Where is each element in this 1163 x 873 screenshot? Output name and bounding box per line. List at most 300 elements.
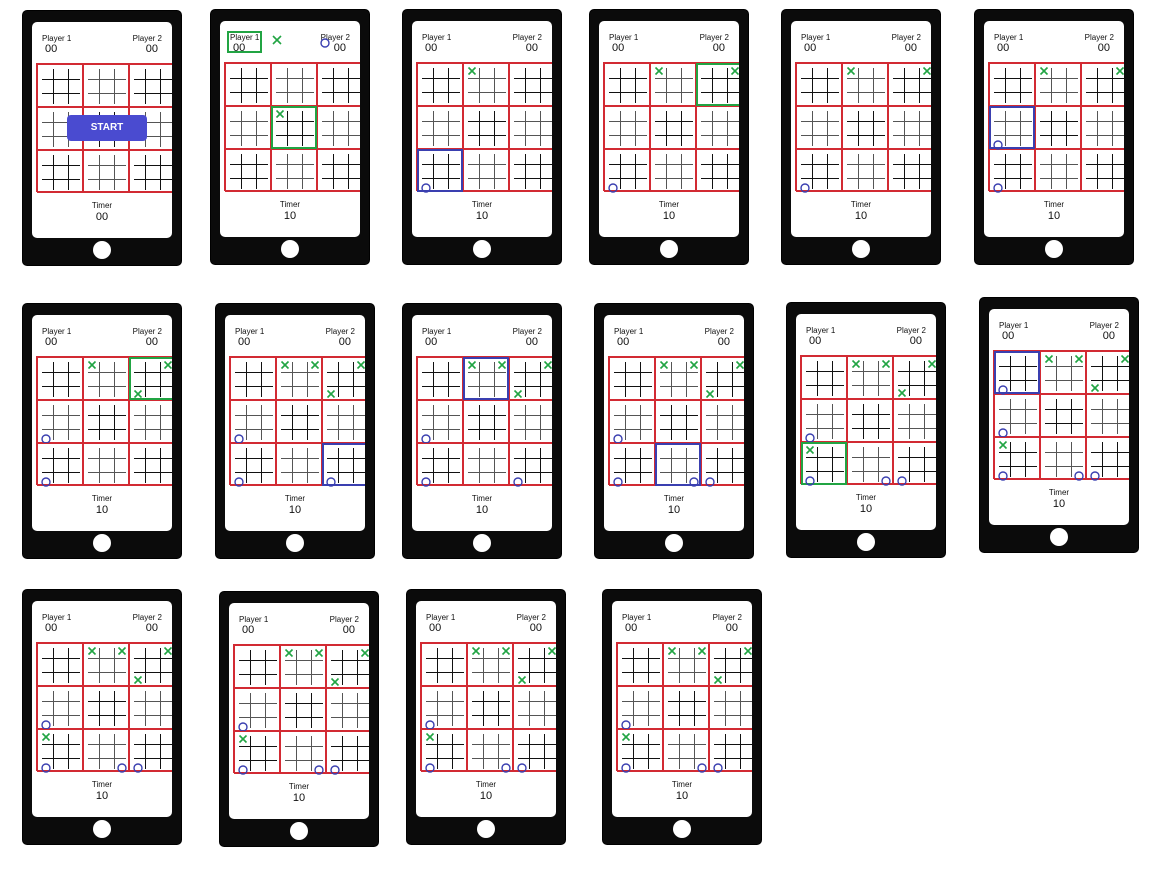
- board-cell[interactable]: [467, 643, 513, 686]
- sub-grid: [1036, 107, 1082, 150]
- board-cell[interactable]: [893, 356, 936, 399]
- timer-label: Timer: [471, 494, 493, 503]
- player1-label: Player 1: [614, 327, 644, 336]
- board-cell[interactable]: [326, 645, 369, 688]
- sub-grid: [468, 687, 514, 730]
- board-cell[interactable]: [796, 63, 842, 106]
- board-cell[interactable]: [417, 63, 463, 106]
- board-cell[interactable]: [317, 149, 360, 192]
- board-cell[interactable]: [1081, 63, 1124, 106]
- board-cell[interactable]: [509, 63, 552, 106]
- sub-grid: [990, 150, 1036, 193]
- home-button[interactable]: [660, 240, 678, 258]
- board-cell[interactable]: [129, 643, 172, 686]
- sub-grid: [130, 644, 172, 687]
- board-cell[interactable]: [696, 106, 739, 149]
- x-mark-icon: [545, 362, 552, 369]
- board-cell[interactable]: [847, 442, 893, 485]
- board-cell[interactable]: [421, 686, 467, 729]
- board-cell[interactable]: [326, 731, 369, 774]
- board-cell[interactable]: [417, 357, 463, 400]
- board-cell[interactable]: [129, 150, 172, 193]
- board-cell[interactable]: [701, 400, 744, 443]
- board-cell[interactable]: [513, 643, 556, 686]
- board-cell[interactable]: [989, 63, 1035, 106]
- board-cell[interactable]: [129, 357, 172, 400]
- board-cell[interactable]: [609, 443, 655, 486]
- board-cell[interactable]: [847, 356, 893, 399]
- board-cell[interactable]: [1086, 351, 1129, 394]
- o-mark-icon: [999, 429, 1007, 437]
- player2-label: Player 2: [320, 33, 350, 42]
- player1-score: 00: [809, 335, 822, 347]
- sub-grid: [318, 107, 360, 150]
- player2-label: Player 2: [699, 33, 729, 42]
- board-cell[interactable]: [37, 64, 83, 107]
- home-button[interactable]: [1045, 240, 1063, 258]
- player1-label: Player 1: [622, 613, 652, 622]
- sub-grid: [323, 358, 365, 401]
- sub-grid: [130, 151, 172, 194]
- player1-score: 00: [45, 336, 58, 348]
- board-cell[interactable]: [655, 400, 701, 443]
- phone-mockup: [403, 10, 561, 264]
- player2-label: Player 2: [132, 327, 162, 336]
- board-cell[interactable]: [1081, 106, 1124, 149]
- board-cell[interactable]: [276, 357, 322, 400]
- board-cell[interactable]: [650, 106, 696, 149]
- board-cell[interactable]: [322, 400, 365, 443]
- board-cell[interactable]: [509, 357, 552, 400]
- o-mark-icon: [999, 386, 1007, 394]
- board-cell[interactable]: [842, 149, 888, 192]
- board-cell[interactable]: [994, 394, 1040, 437]
- board-cell[interactable]: [322, 443, 365, 486]
- o-mark-icon: [614, 435, 622, 443]
- board-cell[interactable]: [83, 400, 129, 443]
- sub-grid: [656, 358, 702, 401]
- board-cell[interactable]: [463, 63, 509, 106]
- player1-score: 00: [997, 42, 1010, 54]
- board-cell[interactable]: [1081, 149, 1124, 192]
- board-cell[interactable]: [801, 356, 847, 399]
- timer-label: Timer: [91, 201, 113, 210]
- board-cell[interactable]: [129, 400, 172, 443]
- board-cell[interactable]: [417, 400, 463, 443]
- o-mark-icon: [134, 764, 142, 772]
- board-cell[interactable]: [842, 63, 888, 106]
- timer-value: 10: [288, 504, 302, 516]
- player1-label: Player 1: [42, 613, 72, 622]
- player2-label: Player 2: [704, 327, 734, 336]
- x-mark-icon: [473, 648, 480, 655]
- player1-score: 00: [804, 42, 817, 54]
- phone-screen: [225, 315, 365, 531]
- x-mark-icon: [469, 68, 476, 75]
- player1-label: Player 1: [994, 33, 1024, 42]
- timer-label: Timer: [850, 200, 872, 209]
- board-cell[interactable]: [322, 357, 365, 400]
- sub-grid: [710, 644, 752, 687]
- sub-grid: [84, 151, 130, 194]
- board-cell[interactable]: [604, 63, 650, 106]
- sub-grid: [702, 358, 744, 401]
- board-cell[interactable]: [37, 400, 83, 443]
- board-cell[interactable]: [709, 643, 752, 686]
- board-cell[interactable]: [129, 729, 172, 772]
- game-board: [616, 642, 752, 771]
- board-cell[interactable]: [796, 149, 842, 192]
- board-cell[interactable]: [83, 643, 129, 686]
- board-cell[interactable]: [317, 63, 360, 106]
- player1-label: Player 1: [422, 327, 452, 336]
- board-cell[interactable]: [271, 149, 317, 192]
- board-cell[interactable]: [37, 729, 83, 772]
- player2-label: Player 2: [512, 33, 542, 42]
- board-cell[interactable]: [509, 400, 552, 443]
- board-cell[interactable]: [888, 106, 931, 149]
- board-cell[interactable]: [230, 400, 276, 443]
- board-cell[interactable]: [83, 64, 129, 107]
- board-cell[interactable]: [801, 442, 847, 485]
- board-cell[interactable]: [604, 106, 650, 149]
- sub-grid: [889, 107, 931, 150]
- o-mark-icon: [331, 766, 339, 774]
- board-cell[interactable]: [513, 729, 556, 772]
- player1-label: Player 1: [806, 326, 836, 335]
- o-mark-icon: [898, 477, 906, 485]
- sub-grid: [464, 64, 510, 107]
- board-cell[interactable]: [467, 686, 513, 729]
- player1-label: Player 1: [239, 615, 269, 624]
- phone-mockup: [787, 303, 945, 557]
- board-cell[interactable]: [234, 688, 280, 731]
- board-cell[interactable]: [467, 729, 513, 772]
- o-mark-icon: [609, 184, 617, 192]
- board-cell[interactable]: [225, 149, 271, 192]
- board-cell[interactable]: [617, 686, 663, 729]
- sub-grid: [130, 65, 172, 108]
- board-cell[interactable]: [276, 400, 322, 443]
- board-cell[interactable]: [1040, 351, 1086, 394]
- game-board: [224, 62, 360, 191]
- start-button[interactable]: START: [67, 115, 147, 141]
- board-cell[interactable]: [609, 357, 655, 400]
- board-cell[interactable]: [280, 645, 326, 688]
- sub-grid: [235, 689, 281, 732]
- x-mark-icon: [362, 650, 369, 657]
- board-cell[interactable]: [37, 150, 83, 193]
- board-cell[interactable]: [421, 729, 467, 772]
- sub-grid: [235, 646, 281, 689]
- o-mark-icon: [999, 472, 1007, 480]
- sub-grid: [38, 151, 84, 194]
- sub-grid: [510, 401, 552, 444]
- board-cell[interactable]: [994, 351, 1040, 394]
- board-cell[interactable]: [701, 357, 744, 400]
- board-cell[interactable]: [463, 106, 509, 149]
- phone-screen: [796, 314, 936, 530]
- board-cell[interactable]: [280, 688, 326, 731]
- timer-label: Timer: [279, 200, 301, 209]
- home-button[interactable]: [281, 240, 299, 258]
- board-cell[interactable]: [801, 399, 847, 442]
- board-cell[interactable]: [37, 643, 83, 686]
- player2-label: Player 2: [132, 34, 162, 43]
- x-mark-icon: [286, 650, 293, 657]
- sub-grid: [38, 444, 84, 487]
- sub-grid: [130, 730, 172, 773]
- sub-grid: [843, 150, 889, 193]
- player2-label: Player 2: [896, 326, 926, 335]
- board-cell[interactable]: [888, 63, 931, 106]
- game-board: [233, 644, 369, 773]
- player1-label: Player 1: [230, 33, 260, 42]
- sub-grid: [464, 107, 510, 150]
- x-mark-icon: [929, 361, 936, 368]
- sub-grid: [618, 687, 664, 730]
- player1-label: Player 1: [801, 33, 831, 42]
- player2-label: Player 2: [329, 615, 359, 624]
- board-cell[interactable]: [230, 443, 276, 486]
- board-cell[interactable]: [663, 643, 709, 686]
- sub-grid: [464, 358, 510, 401]
- board-cell[interactable]: [655, 443, 701, 486]
- board-cell[interactable]: [1086, 437, 1129, 480]
- home-button[interactable]: [290, 822, 308, 840]
- board-cell[interactable]: [417, 106, 463, 149]
- x-mark-icon: [240, 736, 247, 743]
- o-mark-icon: [1091, 472, 1099, 480]
- x-mark-icon: [691, 362, 698, 369]
- player1-score: 00: [242, 624, 255, 636]
- x-mark-icon: [661, 362, 668, 369]
- board-cell[interactable]: [234, 645, 280, 688]
- phone-screen: [229, 603, 369, 819]
- board-cell[interactable]: [225, 106, 271, 149]
- o-mark-icon: [235, 435, 243, 443]
- board-cell[interactable]: [509, 443, 552, 486]
- board-cell[interactable]: [893, 442, 936, 485]
- timer-value: 00: [95, 211, 109, 223]
- board-cell[interactable]: [893, 399, 936, 442]
- board-cell[interactable]: [663, 686, 709, 729]
- x-mark-icon: [1122, 356, 1129, 363]
- board-cell[interactable]: [989, 149, 1035, 192]
- board-cell[interactable]: [37, 357, 83, 400]
- sub-grid: [894, 400, 936, 443]
- board-cell[interactable]: [509, 149, 552, 192]
- board-cell[interactable]: [1035, 63, 1081, 106]
- player1-label: Player 1: [426, 613, 456, 622]
- board-cell[interactable]: [650, 63, 696, 106]
- home-button[interactable]: [665, 534, 683, 552]
- timer-value: 10: [292, 792, 306, 804]
- board-cell[interactable]: [842, 106, 888, 149]
- o-mark-icon: [315, 766, 323, 774]
- x-mark-icon: [853, 361, 860, 368]
- sub-grid: [130, 687, 172, 730]
- sub-grid: [38, 358, 84, 401]
- phone-screen: [989, 309, 1129, 525]
- board-cell[interactable]: [83, 729, 129, 772]
- timer-value: 10: [475, 210, 489, 222]
- sub-grid: [664, 730, 710, 773]
- sub-grid: [697, 64, 739, 107]
- sub-grid: [468, 644, 514, 687]
- board-cell[interactable]: [696, 63, 739, 106]
- board-cell[interactable]: [1040, 394, 1086, 437]
- board-cell[interactable]: [701, 443, 744, 486]
- board-cell[interactable]: [417, 149, 463, 192]
- player2-score: 00: [342, 624, 355, 636]
- board-cell[interactable]: [617, 729, 663, 772]
- x-mark-icon: [277, 111, 284, 118]
- board-cell[interactable]: [276, 443, 322, 486]
- player2-score: 00: [145, 43, 158, 55]
- board-cell[interactable]: [989, 106, 1035, 149]
- board-cell[interactable]: [513, 686, 556, 729]
- game-board: [36, 356, 172, 485]
- board-cell[interactable]: [83, 443, 129, 486]
- board-cell[interactable]: [847, 399, 893, 442]
- o-mark-icon: [426, 764, 434, 772]
- game-board: [988, 62, 1124, 191]
- board-cell[interactable]: [796, 106, 842, 149]
- o-mark-icon: [239, 766, 247, 774]
- home-button[interactable]: [673, 820, 691, 838]
- board-cell[interactable]: [1035, 149, 1081, 192]
- board-cell[interactable]: [129, 443, 172, 486]
- phone-screen: [412, 21, 552, 237]
- sub-grid: [272, 64, 318, 107]
- x-mark-icon: [43, 734, 50, 741]
- home-button[interactable]: [852, 240, 870, 258]
- board-cell[interactable]: [417, 443, 463, 486]
- board-cell[interactable]: [421, 643, 467, 686]
- board-cell[interactable]: [129, 64, 172, 107]
- player1-score: 00: [612, 42, 625, 54]
- x-mark-icon: [1041, 68, 1048, 75]
- board-cell[interactable]: [234, 731, 280, 774]
- board-cell[interactable]: [604, 149, 650, 192]
- game-board: [608, 356, 744, 485]
- sub-grid: [802, 357, 848, 400]
- sub-grid: [464, 401, 510, 444]
- sub-grid: [651, 107, 697, 150]
- home-button[interactable]: [93, 820, 111, 838]
- board-cell[interactable]: [83, 686, 129, 729]
- board-cell[interactable]: [280, 731, 326, 774]
- phone-mockup: [980, 298, 1138, 552]
- board-cell[interactable]: [463, 357, 509, 400]
- board-cell[interactable]: [655, 357, 701, 400]
- board-cell[interactable]: [37, 443, 83, 486]
- board-cell[interactable]: [663, 729, 709, 772]
- home-button[interactable]: [286, 534, 304, 552]
- board-cell[interactable]: [326, 688, 369, 731]
- board-cell[interactable]: [994, 437, 1040, 480]
- board-cell[interactable]: [317, 106, 360, 149]
- player2-label: Player 2: [891, 33, 921, 42]
- board-cell[interactable]: [271, 106, 317, 149]
- home-button[interactable]: [473, 534, 491, 552]
- board-cell[interactable]: [696, 149, 739, 192]
- sub-grid: [514, 730, 556, 773]
- home-button[interactable]: [93, 534, 111, 552]
- board-cell[interactable]: [609, 400, 655, 443]
- timer-value: 10: [475, 504, 489, 516]
- player1-label: Player 1: [42, 34, 72, 43]
- sub-grid: [231, 401, 277, 444]
- player2-score: 00: [145, 336, 158, 348]
- sub-grid: [843, 107, 889, 150]
- board-cell[interactable]: [463, 400, 509, 443]
- sub-grid: [995, 395, 1041, 438]
- x-mark-icon: [745, 648, 752, 655]
- board-cell[interactable]: [271, 63, 317, 106]
- board-cell[interactable]: [1035, 106, 1081, 149]
- o-mark-icon: [422, 184, 430, 192]
- board-cell[interactable]: [1040, 437, 1086, 480]
- board-cell[interactable]: [617, 643, 663, 686]
- board-cell[interactable]: [650, 149, 696, 192]
- board-cell[interactable]: [1086, 394, 1129, 437]
- sub-grid: [610, 358, 656, 401]
- phone-screen: [984, 21, 1124, 237]
- board-cell[interactable]: [83, 150, 129, 193]
- sub-grid: [618, 730, 664, 773]
- player1-score: 00: [233, 42, 246, 54]
- sub-grid: [651, 64, 697, 107]
- sub-grid: [1087, 438, 1129, 481]
- x-mark-icon: [1117, 68, 1124, 75]
- home-button[interactable]: [477, 820, 495, 838]
- board-cell[interactable]: [230, 357, 276, 400]
- o-mark-icon: [801, 184, 809, 192]
- home-button[interactable]: [1050, 528, 1068, 546]
- board-cell[interactable]: [83, 357, 129, 400]
- phone-mockup: [23, 590, 181, 844]
- home-button[interactable]: [473, 240, 491, 258]
- phone-screen: [599, 21, 739, 237]
- timer-label: Timer: [471, 200, 493, 209]
- o-mark-icon: [994, 141, 1002, 149]
- board-cell[interactable]: [509, 106, 552, 149]
- home-button[interactable]: [857, 533, 875, 551]
- sub-grid: [995, 438, 1041, 481]
- sub-grid: [664, 644, 710, 687]
- board-cell[interactable]: [463, 149, 509, 192]
- home-button[interactable]: [93, 241, 111, 259]
- player1-score: 00: [238, 336, 251, 348]
- board-cell[interactable]: [225, 63, 271, 106]
- x-mark-icon: [358, 362, 365, 369]
- sub-grid: [281, 732, 327, 775]
- board-cell[interactable]: [709, 686, 752, 729]
- x-mark-icon: [848, 68, 855, 75]
- x-mark-icon: [899, 390, 906, 397]
- board-cell[interactable]: [129, 686, 172, 729]
- board-cell[interactable]: [37, 686, 83, 729]
- board-cell[interactable]: [463, 443, 509, 486]
- o-mark-icon: [714, 764, 722, 772]
- sub-grid: [1036, 150, 1082, 193]
- board-cell[interactable]: [888, 149, 931, 192]
- board-cell[interactable]: [709, 729, 752, 772]
- sub-grid: [84, 730, 130, 773]
- sub-grid: [1087, 352, 1129, 395]
